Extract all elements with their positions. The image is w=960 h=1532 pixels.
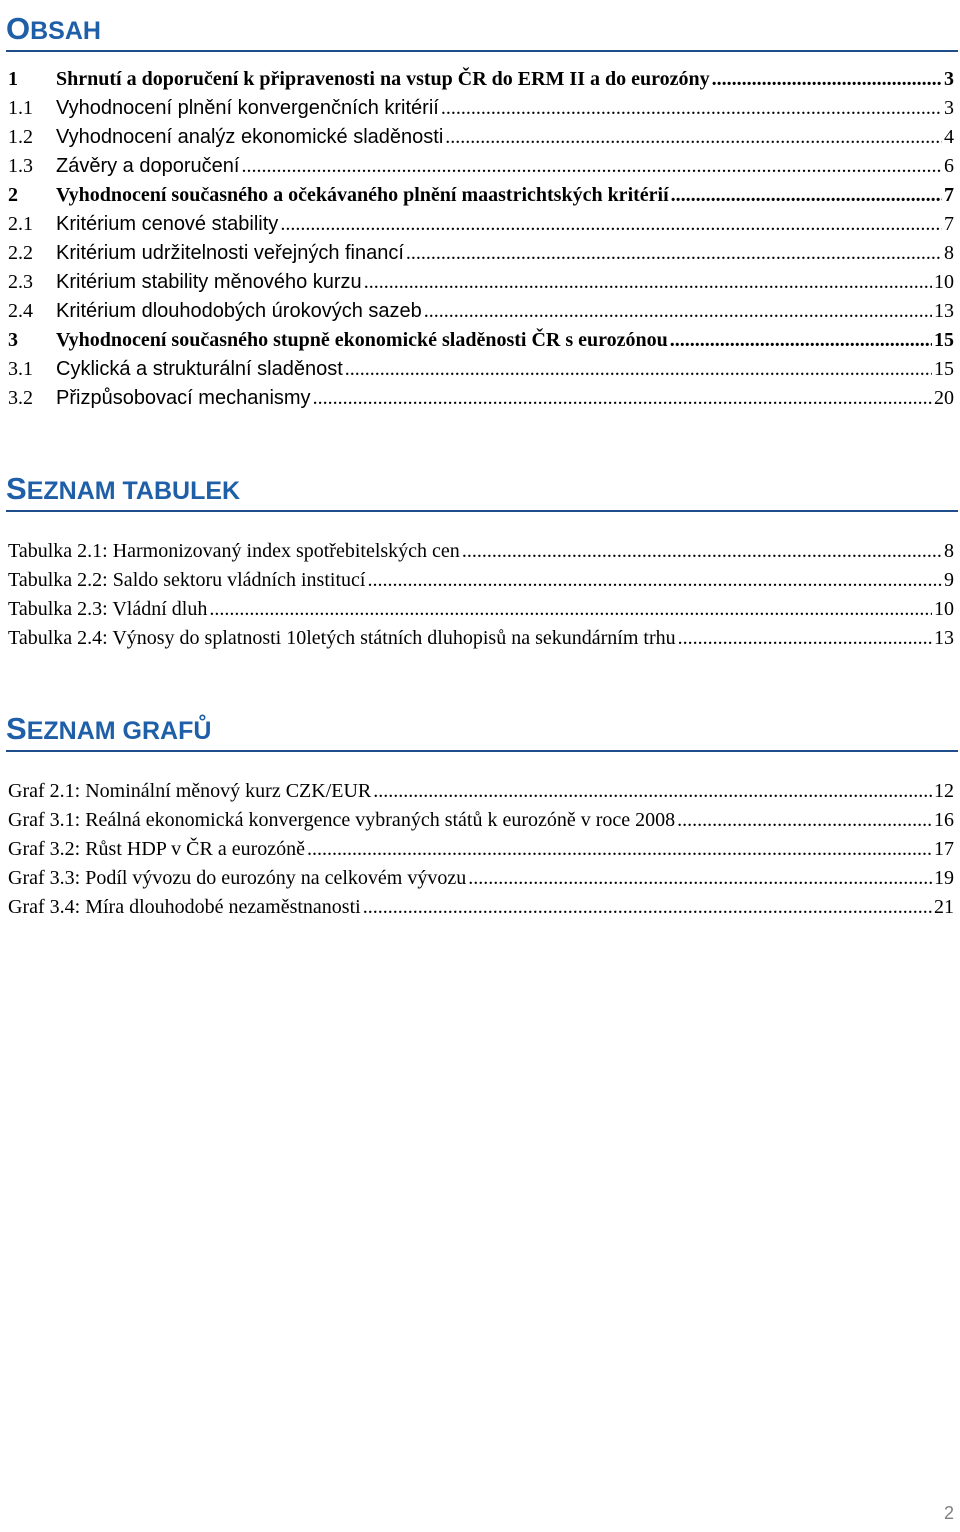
table-list-entry[interactable] xyxy=(8,598,954,627)
graph-entry-page: 12 xyxy=(934,780,954,802)
toc-entry[interactable] xyxy=(8,155,954,184)
toc-entry[interactable] xyxy=(8,213,954,242)
graph-list-entry[interactable] xyxy=(8,780,954,809)
graphs-heading-initial: S xyxy=(6,711,27,746)
toc-entry-page: 3 xyxy=(944,68,954,90)
graphs-heading xyxy=(6,700,958,752)
toc-entry[interactable] xyxy=(8,300,954,329)
toc-entry-page: 7 xyxy=(944,184,954,206)
toc-entry-page: 8 xyxy=(944,242,954,264)
tables-heading-rest: EZNAM TABULEK xyxy=(26,477,241,505)
toc-entry-number: 1.1 xyxy=(8,97,33,119)
table-entry-page: 10 xyxy=(934,598,954,620)
toc-entry-page: 4 xyxy=(944,126,954,148)
toc-entry-number: 2.1 xyxy=(8,213,33,235)
toc-leader-dots xyxy=(241,155,942,178)
toc-entry[interactable] xyxy=(8,184,954,213)
toc-leader-dots xyxy=(345,358,932,381)
tables-heading xyxy=(6,460,958,512)
toc-entry-page: 10 xyxy=(934,271,954,293)
toc-entry-number: 2.4 xyxy=(8,300,33,322)
table-leader-dots xyxy=(678,627,932,650)
graphs-heading-rest: EZNAM GRAFŮ xyxy=(26,717,212,745)
graph-list-entry[interactable] xyxy=(8,838,954,867)
graph-entry-page: 21 xyxy=(934,896,954,918)
toc-leader-dots xyxy=(712,68,942,91)
toc-entry-number: 1.3 xyxy=(8,155,33,177)
contents-heading xyxy=(6,0,958,52)
toc-entry-page: 7 xyxy=(944,213,954,235)
toc-entry-page: 15 xyxy=(934,358,954,380)
table-leader-dots xyxy=(367,569,942,592)
toc-leader-dots xyxy=(364,271,932,294)
toc-entry-number: 3 xyxy=(8,329,18,351)
toc-entry-title: Vyhodnocení současného a očekávaného plnění maastrichtských kritérií xyxy=(56,184,669,206)
toc-leader-dots xyxy=(671,184,942,207)
graph-entry-title: Graf 3.4: Míra dlouhodobé nezaměstnanosti xyxy=(8,896,361,918)
toc-entry-page: 20 xyxy=(934,387,954,409)
toc-entry-title: Vyhodnocení plnění konvergenčních kritérií xyxy=(56,97,439,119)
graph-leader-dots xyxy=(677,809,932,832)
table-list-entry[interactable] xyxy=(8,569,954,598)
graph-entry-title: Graf 2.1: Nominální měnový kurz CZK/EUR xyxy=(8,780,372,802)
table-entry-title: Tabulka 2.1: Harmonizovaný index spotřebitelských cen xyxy=(8,540,460,562)
table-leader-dots xyxy=(462,540,942,563)
toc-entry-number: 2 xyxy=(8,184,18,206)
toc-entry[interactable] xyxy=(8,387,954,416)
toc-entry-number: 1 xyxy=(8,68,18,90)
toc-entry-title: Kritérium cenové stability xyxy=(56,213,279,235)
toc-entry-title: Závěry a doporučení xyxy=(56,155,240,177)
toc-entry-title: Přizpůsobovací mechanismy xyxy=(56,387,311,409)
toc-entry-page: 3 xyxy=(944,97,954,119)
table-entry-title: Tabulka 2.4: Výnosy do splatnosti 10letých státních dluhopisů na sekundárním trhu xyxy=(8,627,676,649)
table-list-entry[interactable] xyxy=(8,627,954,656)
toc-entry[interactable] xyxy=(8,126,954,155)
contents-heading-rest: BSAH xyxy=(30,17,101,45)
toc-leader-dots xyxy=(445,126,942,149)
graph-list-entry[interactable] xyxy=(8,867,954,896)
toc-entry[interactable] xyxy=(8,271,954,300)
table-entry-title: Tabulka 2.3: Vládní dluh xyxy=(8,598,208,620)
toc-entry-number: 3.2 xyxy=(8,387,33,409)
toc-entry-page: 13 xyxy=(934,300,954,322)
toc-leader-dots xyxy=(670,329,932,352)
table-entry-title: Tabulka 2.2: Saldo sektoru vládních institucí xyxy=(8,569,366,591)
toc-leader-dots xyxy=(424,300,932,323)
toc-entry-title: Vyhodnocení současného stupně ekonomické sladěnosti ČR s eurozónou xyxy=(56,329,668,351)
toc-entry[interactable] xyxy=(8,242,954,271)
toc-entry[interactable] xyxy=(8,358,954,387)
toc-entry[interactable] xyxy=(8,329,954,358)
toc-leader-dots xyxy=(313,387,932,410)
toc-entry-title: Kritérium stability měnového kurzu xyxy=(56,271,362,293)
table-list-entry[interactable] xyxy=(8,540,954,569)
toc-entry-number: 3.1 xyxy=(8,358,33,380)
toc-entry-page: 15 xyxy=(934,329,954,351)
graph-leader-dots xyxy=(307,838,932,861)
toc-entry-number: 1.2 xyxy=(8,126,33,148)
graph-list-entry[interactable] xyxy=(8,896,954,925)
table-entry-page: 13 xyxy=(934,627,954,649)
toc-entry-page: 6 xyxy=(944,155,954,177)
graph-leader-dots xyxy=(373,780,932,803)
toc-entry-title: Kritérium udržitelnosti veřejných financí xyxy=(56,242,404,264)
table-leader-dots xyxy=(209,598,932,621)
toc-entry-title: Kritérium dlouhodobých úrokových sazeb xyxy=(56,300,422,322)
page-number: 2 xyxy=(943,1503,954,1523)
toc-entry[interactable] xyxy=(8,97,954,126)
toc-entry-title: Shrnutí a doporučení k připravenosti na vstup ČR do ERM II a do eurozóny xyxy=(56,68,710,90)
contents-heading-initial: O xyxy=(6,11,31,46)
table-entry-page: 9 xyxy=(944,569,954,591)
toc-leader-dots xyxy=(280,213,942,236)
graph-leader-dots xyxy=(363,896,932,919)
graph-list-entry[interactable] xyxy=(8,809,954,838)
graph-entry-page: 16 xyxy=(934,809,954,831)
toc-entry-title: Vyhodnocení analýz ekonomické sladěnosti xyxy=(56,126,444,148)
graph-leader-dots xyxy=(468,867,932,890)
toc-entry-number: 2.2 xyxy=(8,242,33,264)
toc-entry-title: Cyklická a strukturální sladěnost xyxy=(56,358,343,380)
graph-entry-title: Graf 3.3: Podíl vývozu do eurozóny na celkovém vývozu xyxy=(8,867,467,889)
graph-entry-page: 17 xyxy=(934,838,954,860)
graph-entry-page: 19 xyxy=(934,867,954,889)
table-entry-page: 8 xyxy=(944,540,954,562)
toc-entry[interactable] xyxy=(8,68,954,97)
toc-leader-dots xyxy=(406,242,942,265)
graph-entry-title: Graf 3.1: Reálná ekonomická konvergence vybraných států k eurozóně v roce 2008 xyxy=(8,809,676,831)
toc-entry-number: 2.3 xyxy=(8,271,33,293)
toc-leader-dots xyxy=(441,97,942,120)
tables-heading-initial: S xyxy=(6,471,27,506)
graph-entry-title: Graf 3.2: Růst HDP v ČR a eurozóně xyxy=(8,838,305,860)
